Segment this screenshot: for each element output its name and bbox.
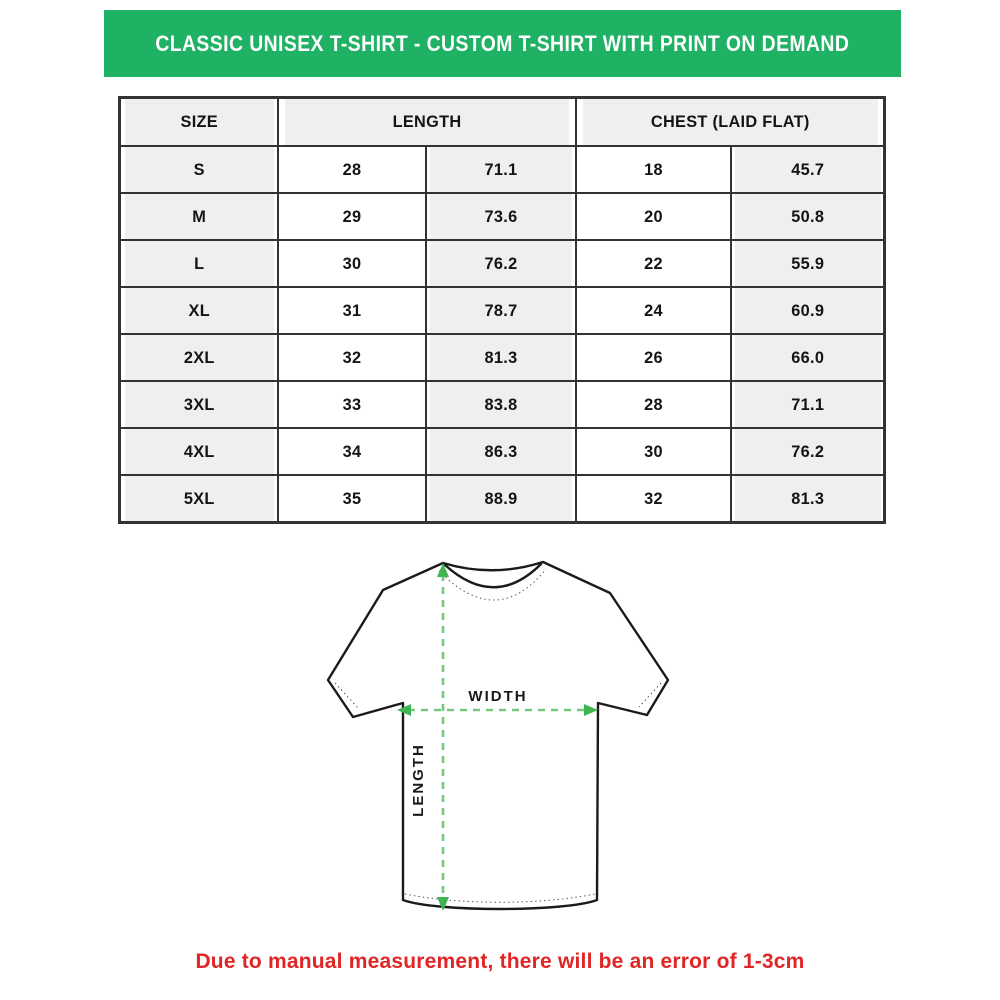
chest-cm-cell: 81.3 (734, 475, 882, 523)
table-row (120, 475, 885, 523)
size-cell: XL (123, 287, 275, 334)
table-row (120, 428, 885, 475)
col-header-size: SIZE (123, 98, 275, 147)
length-cm-cell: 71.1 (429, 146, 573, 193)
col-header-length: LENGTH (283, 98, 569, 147)
page-title: CLASSIC UNISEX T-SHIRT - CUSTOM T-SHIRT WITH PRINT ON DEMAND (155, 30, 850, 56)
table-row (120, 334, 885, 381)
size-cell: 3XL (123, 381, 275, 428)
length-in-cell: 35 (280, 475, 422, 523)
size-cell: 2XL (123, 334, 275, 381)
length-cm-cell: 73.6 (429, 193, 573, 240)
length-in-cell: 33 (280, 381, 422, 428)
chest-cm-cell: 71.1 (734, 381, 882, 428)
table-row (120, 381, 885, 428)
length-cm-cell: 83.8 (429, 381, 573, 428)
length-in-cell: 34 (280, 428, 422, 475)
size-table (118, 96, 886, 524)
chest-cm-cell: 50.8 (734, 193, 882, 240)
tshirt-outline (328, 562, 668, 909)
col-header-chest: CHEST (LAID FLAT) (582, 98, 879, 147)
table-row (120, 287, 885, 334)
chest-in-cell: 20 (579, 193, 728, 240)
chest-cm-cell: 55.9 (734, 240, 882, 287)
length-label: LENGTH (410, 743, 427, 817)
measurement-note: Due to manual measurement, there will be an error of 1-3cm (195, 950, 805, 973)
size-cell: L (123, 240, 275, 287)
width-label: WIDTH (468, 688, 528, 705)
chest-cm-cell: 66.0 (734, 334, 882, 381)
length-in-cell: 30 (280, 240, 422, 287)
length-cm-cell: 88.9 (429, 475, 573, 523)
chest-cm-cell: 60.9 (734, 287, 882, 334)
size-cell: S (123, 146, 275, 193)
size-cell: M (123, 193, 275, 240)
table-header-row (120, 98, 885, 147)
title-banner (104, 10, 901, 77)
table-row (120, 193, 885, 240)
length-in-cell: 28 (280, 146, 422, 193)
tshirt-measurement-diagram (300, 540, 700, 940)
chest-cm-cell: 45.7 (734, 146, 882, 193)
chest-in-cell: 30 (579, 428, 728, 475)
table-row (120, 240, 885, 287)
chest-cm-cell: 76.2 (734, 428, 882, 475)
chest-in-cell: 18 (579, 146, 728, 193)
table-row (120, 146, 885, 193)
chest-in-cell: 22 (579, 240, 728, 287)
length-cm-cell: 86.3 (429, 428, 573, 475)
size-cell: 4XL (123, 428, 275, 475)
length-cm-cell: 81.3 (429, 334, 573, 381)
length-cm-cell: 76.2 (429, 240, 573, 287)
length-in-cell: 32 (280, 334, 422, 381)
chest-in-cell: 32 (579, 475, 728, 523)
length-in-cell: 29 (280, 193, 422, 240)
chest-in-cell: 24 (579, 287, 728, 334)
length-in-cell: 31 (280, 287, 422, 334)
chest-in-cell: 26 (579, 334, 728, 381)
length-cm-cell: 78.7 (429, 287, 573, 334)
chest-in-cell: 28 (579, 381, 728, 428)
size-cell: 5XL (123, 475, 275, 523)
